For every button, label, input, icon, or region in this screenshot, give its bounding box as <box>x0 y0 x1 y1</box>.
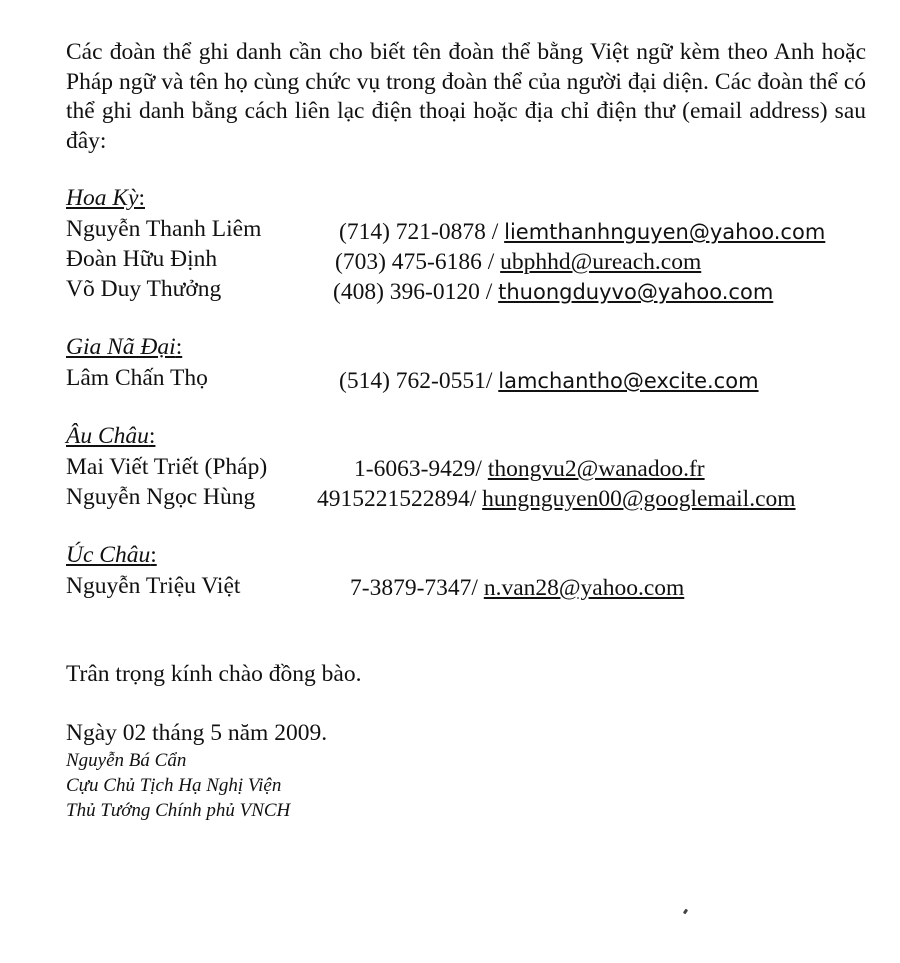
contact-name: Võ Duy Thưởng <box>66 276 222 302</box>
contact-email-link[interactable]: thongvu2@wanadoo.fr <box>487 456 705 482</box>
contact-phone: 7-3879-7347/ <box>350 575 478 601</box>
contact-name: Nguyễn Triệu Việt <box>66 573 241 599</box>
contact-info <box>339 218 825 246</box>
region-colon: : <box>150 542 157 568</box>
contact-phone: (514) 762-0551/ <box>339 368 493 394</box>
contact-email-link[interactable]: ubphhd@ureach.com <box>500 249 702 275</box>
signature-name: Nguyễn Bá Cẩn <box>66 750 187 771</box>
contact-name: Nguyễn Ngọc Hùng <box>66 484 256 510</box>
region-colon: : <box>138 185 145 211</box>
contact-info <box>350 574 684 602</box>
contact-phone: 4915221522894/ <box>317 486 477 512</box>
contact-name: Nguyễn Thanh Liêm <box>66 216 262 242</box>
signature-title-2: Thủ Tướng Chính phủ VNCH <box>66 800 291 821</box>
date-line: Ngày 02 tháng 5 năm 2009. <box>66 720 328 746</box>
region-heading-hoa-ky <box>66 184 145 212</box>
contact-email-link[interactable]: hungnguyen00@googlemail.com <box>482 486 796 512</box>
contact-phone: (408) 396-0120 / <box>333 279 493 305</box>
contact-info <box>335 248 701 276</box>
contact-name: Lâm Chấn Thọ <box>66 365 208 391</box>
region-name: Úc Châu <box>66 542 151 568</box>
closing-line: Trân trọng kính chào đồng bào. <box>66 661 362 687</box>
intro-paragraph: Các đoàn thể ghi danh cần cho biết tên đoàn thể bằng Việt ngữ kèm theo Anh hoặc Pháp ngữ và tên họ cùng chức vụ trong đoàn thể của người đại diện. Các đoàn thể có thể ghi danh bằng cách liên lạc điện thoại hoặc địa chỉ điện thư (email address) sau đây: <box>66 39 866 154</box>
contact-info <box>317 485 796 513</box>
region-colon: : <box>148 423 156 449</box>
contact-email-link[interactable]: n.van28@yahoo.com <box>483 575 685 601</box>
contact-info <box>333 278 773 306</box>
contact-phone: (703) 475-6186 / <box>335 249 495 275</box>
contact-name: Đoàn Hữu Định <box>66 246 218 272</box>
region-heading-gia-na-dai <box>66 333 182 361</box>
region-heading-au-chau <box>66 422 155 450</box>
region-name: Hoa Kỳ <box>66 185 139 211</box>
contact-email-link[interactable]: liemthanhnguyen@yahoo.com <box>504 220 826 244</box>
region-name: Gia Nã Đại <box>66 334 176 360</box>
contact-phone: 1-6063-9429/ <box>354 456 482 482</box>
contact-phone: (714) 721-0878 / <box>339 219 499 245</box>
contact-email-link[interactable]: lamchantho@excite.com <box>498 369 759 393</box>
contact-info <box>339 367 759 395</box>
contact-info <box>354 455 705 483</box>
region-name: Âu Châu <box>66 423 149 449</box>
region-heading-uc-chau <box>66 541 157 569</box>
region-colon: : <box>175 334 183 360</box>
contact-email-link[interactable]: thuongduyvo@yahoo.com <box>498 280 774 304</box>
scan-speck <box>683 909 688 915</box>
contact-name: Mai Viết Triết (Pháp) <box>66 454 268 480</box>
signature-title-1: Cựu Chủ Tịch Hạ Nghị Viện <box>66 775 282 796</box>
